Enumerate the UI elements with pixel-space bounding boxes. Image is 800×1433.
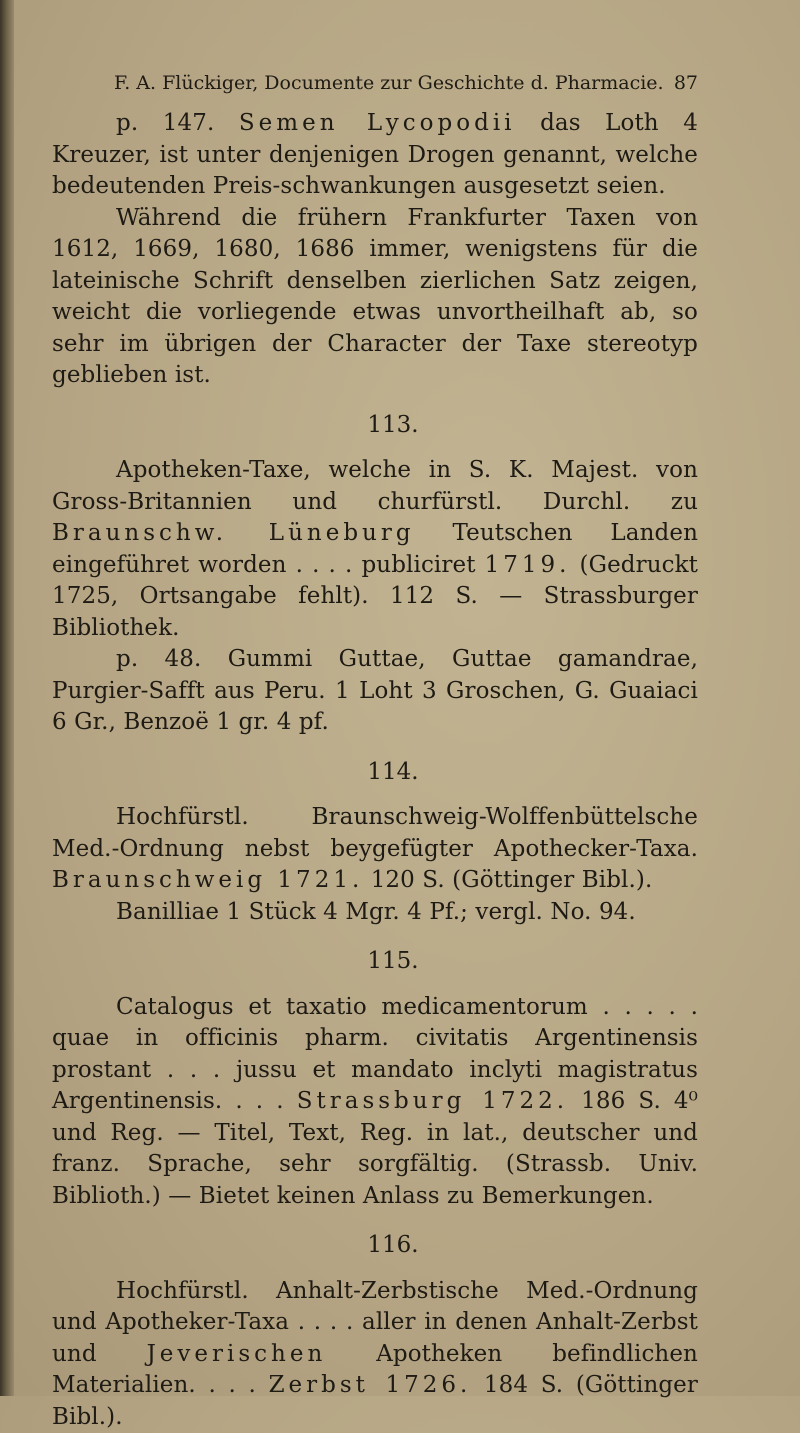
drug-name-spaced: Semen Lycopodii [239, 110, 516, 136]
entry-text: Teutschen Landen eingeführet worden . . . . publiciret [52, 520, 698, 578]
entry-number-116: 116. [52, 1230, 698, 1262]
place-spaced: Braunschweig 1721. [52, 867, 363, 893]
paragraph-text: das Loth 4 Kreuzer, ist unter denjenigen Drogen genannt, welche bedeutenden Preis-schwankungen ausgesetzt seien. [52, 110, 698, 199]
book-page [52, 72, 698, 1433]
paragraph-lycopodium [52, 108, 698, 203]
entry-text: Catalogus et taxatio medicamentorum . . . . . quae in officinis pharm. civitatis Argentinensis prostant . . . jussu et mandato inclyti magistratus Argentinensis. . . . [52, 994, 698, 1115]
page-number: 87 [674, 72, 698, 94]
entry-text: 120 S. (Göttinger Bibl.). [371, 867, 653, 893]
entry-113-note: p. 48. Gummi Guttae, Guttae gamandrae, Purgier-Safft aus Peru. 1 Loht 3 Groschen, G. Guaiaci 6 Gr., Benzoë 1 gr. 4 pf. [52, 644, 698, 739]
entry-text: Apotheken-Taxe, welche in S. K. Majest. von Gross-Britannien und churfürstl. Durchl. zu [52, 457, 698, 515]
entry-115-title [52, 992, 698, 1213]
entry-text: 184 S. (Göttinger Bibl.). [52, 1372, 698, 1430]
place-spaced: Zerbst 1726. [269, 1372, 472, 1398]
entry-114-note: Banilliae 1 Stück 4 Mgr. 4 Pf.; vergl. No. 94. [52, 897, 698, 929]
entry-text: Apotheken befindlichen Materialien. . . . [52, 1341, 698, 1399]
place-spaced: Braunschw. Lüneburg [52, 520, 415, 546]
entry-text: (Gedruckt 1725, Ortsangabe fehlt). 112 S. — Strassburger Bibliothek. [52, 552, 698, 641]
page-reference: p. 147. [116, 110, 214, 136]
entry-116-title [52, 1276, 698, 1433]
place-spaced: Jeverischen [147, 1341, 327, 1367]
entry-number-113: 113. [52, 410, 698, 442]
entry-number-115: 115. [52, 946, 698, 978]
entry-113-title [52, 455, 698, 644]
entry-number-114: 114. [52, 757, 698, 789]
running-title: F. A. Flückiger, Documente zur Geschichte d. Pharmacie. [114, 72, 664, 94]
book-spine-shadow [0, 0, 14, 1396]
year-spaced: 1719. [485, 552, 571, 578]
running-header [52, 72, 698, 108]
entry-114-title [52, 802, 698, 897]
paragraph-frankfurt-taxen: Während die frühern Frankfurter Taxen von 1612, 1669, 1680, 1686 immer, wenigstens für die lateinische Schrift denselben zierlichen Satz zeigen, weicht die vorliegende etwas unvortheilhaft ab, so sehr im übrigen der Character der Taxe stereotyp geblieben ist. [52, 203, 698, 392]
entry-text: 186 S. 4⁰ und Reg. — Titel, Text, Reg. in lat., deutscher und franz. Sprache, sehr sorgfältig. (Strassb. Univ. Biblioth.) — Bietet keinen Anlass zu Bemerkungen. [52, 1088, 698, 1209]
place-spaced: Strassburg 1722. [297, 1088, 568, 1114]
entry-text: Hochfürstl. Braunschweig-Wolffenbüttelsche Med.-Ordnung nebst beygefügter Apothecker-Taxa. [52, 804, 698, 862]
entry-text: Hochfürstl. Anhalt-Zerbstische Med.-Ordnung und Apotheker-Taxa . . . . aller in denen Anhalt-Zerbst und [52, 1278, 698, 1367]
